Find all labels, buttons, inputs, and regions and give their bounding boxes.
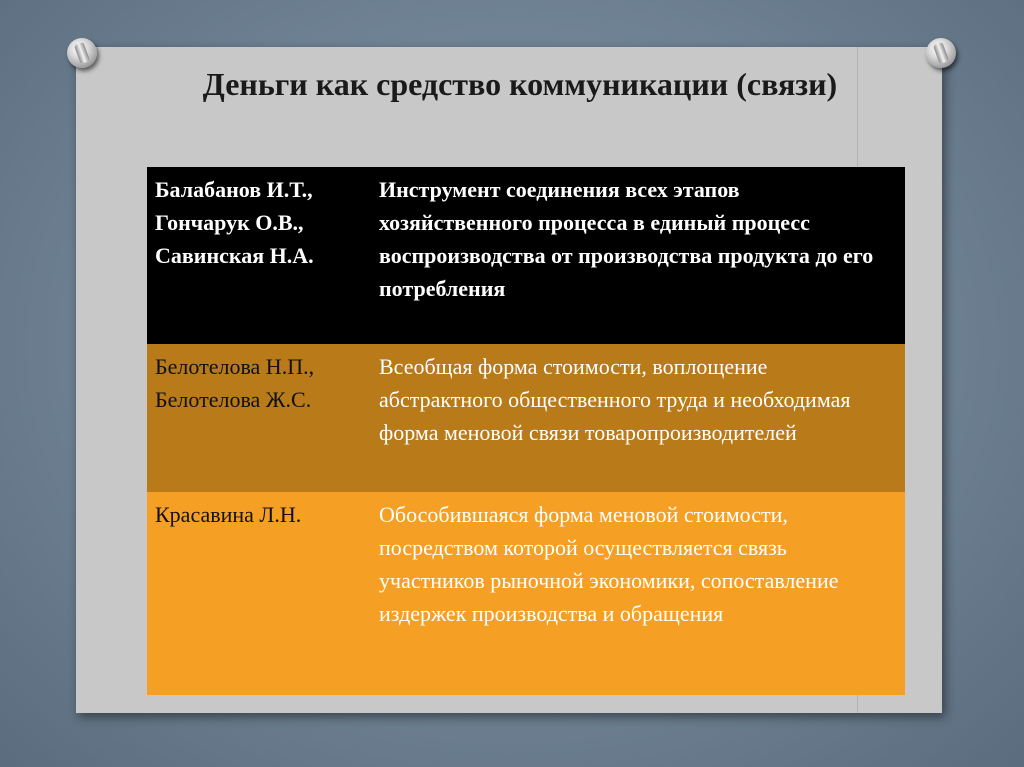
- definition-cell: Инструмент соединения всех этапов хозяйственного процесса в единый процесс воспроизводства от производства продукта до его потребления: [379, 177, 874, 301]
- definition-cell: Всеобщая форма стоимости, воплощение абстрактного общественного труда и необходимая форма меновой связи товаропроизводителей: [379, 354, 851, 445]
- table-row: [147, 492, 905, 695]
- table-row: [147, 344, 905, 492]
- author-cell: Красавина Л.Н.: [155, 502, 302, 527]
- author-cell: Белотелова Н.П., Белотелова Ж.С.: [155, 354, 315, 412]
- pushpin-icon: [926, 38, 956, 68]
- pushpin-icon: [67, 38, 97, 68]
- definition-cell: Обособившаяся форма меновой стоимости, посредством которой осуществляется связь участников рыночной экономики, сопоставление издержек производства и обращения: [379, 502, 839, 626]
- slide-title: Деньги как средство коммуникации (связи): [202, 66, 838, 102]
- table-row: [147, 167, 905, 344]
- definitions-table: [147, 167, 905, 695]
- author-cell: Балабанов И.Т., Гончарук О.В., Савинская Н.А.: [155, 177, 314, 268]
